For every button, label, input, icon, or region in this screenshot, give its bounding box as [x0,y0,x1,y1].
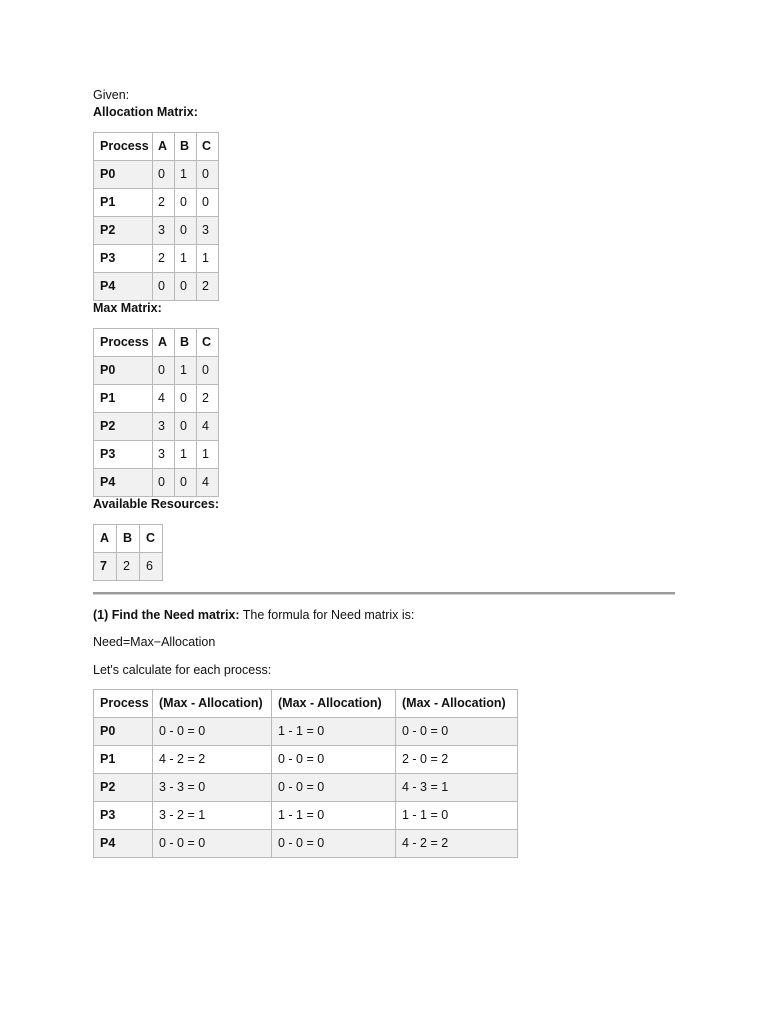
need-section-title [93,608,414,622]
table-row [94,413,219,441]
cell-c: 0 - 0 = 0 [396,718,518,746]
cell-a: 0 - 0 = 0 [153,830,272,858]
row-process: P2 [94,413,153,441]
cell-a: 0 [153,469,175,497]
header-max-minus-allocation: (Max - Allocation) [153,690,272,718]
cell-b: 1 [175,161,197,189]
table-header-row [94,329,219,357]
cell-c: 4 [197,469,219,497]
header-process: Process [94,329,153,357]
cell-c: 1 - 1 = 0 [396,802,518,830]
allocation-matrix-table [93,132,219,301]
given-label: Given: [93,88,130,102]
cell-b: 0 [175,189,197,217]
row-process: P0 [94,161,153,189]
cell-b: 1 - 1 = 0 [272,718,396,746]
table-header-row [94,525,163,553]
need-title-rest: The formula for Need matrix is: [239,608,415,622]
cell-a: 4 - 2 = 2 [153,746,272,774]
cell-c: 0 [197,189,219,217]
table-header-row [94,133,219,161]
section-divider [93,592,675,595]
header-process: Process [94,133,153,161]
header-max-minus-allocation: (Max - Allocation) [396,690,518,718]
table-row [94,746,518,774]
available-resources-table [93,524,163,581]
available-resources-heading: Available Resources: [93,497,219,511]
header-c: C [140,525,163,553]
cell-a: 0 [153,357,175,385]
cell-b: 1 [175,357,197,385]
cell-b: 2 [117,553,140,581]
need-matrix-table [93,689,518,858]
header-max-minus-allocation: (Max - Allocation) [272,690,396,718]
cell-c: 4 [197,413,219,441]
cell-a: 2 [153,245,175,273]
table-row [94,469,219,497]
row-process: P1 [94,746,153,774]
table-row [94,189,219,217]
cell-a: 3 [153,413,175,441]
cell-b: 0 - 0 = 0 [272,830,396,858]
cell-c: 3 [197,217,219,245]
header-process: Process [94,690,153,718]
header-b: B [175,133,197,161]
table-row [94,161,219,189]
cell-c: 2 [197,273,219,301]
cell-c: 2 [197,385,219,413]
cell-b: 0 [175,217,197,245]
row-process: P4 [94,469,153,497]
cell-c: 4 - 3 = 1 [396,774,518,802]
cell-b: 0 - 0 = 0 [272,746,396,774]
cell-b: 1 [175,245,197,273]
cell-a: 3 - 2 = 1 [153,802,272,830]
table-row [94,718,518,746]
row-process: P3 [94,441,153,469]
table-row [94,217,219,245]
row-process: P4 [94,273,153,301]
cell-b: 0 [175,273,197,301]
header-b: B [117,525,140,553]
cell-c: 1 [197,441,219,469]
cell-c: 4 - 2 = 2 [396,830,518,858]
header-c: C [197,329,219,357]
row-process: P4 [94,830,153,858]
max-matrix-table [93,328,219,497]
allocation-matrix-heading: Allocation Matrix: [93,105,198,119]
cell-c: 1 [197,245,219,273]
cell-c: 0 [197,357,219,385]
need-formula: Need=Max−Allocation [93,635,216,649]
header-a: A [94,525,117,553]
row-process: P1 [94,385,153,413]
cell-b: 0 [175,385,197,413]
table-row [94,553,163,581]
cell-a: 0 - 0 = 0 [153,718,272,746]
header-c: C [197,133,219,161]
need-title-bold: (1) Find the Need matrix: [93,608,240,622]
header-a: A [153,133,175,161]
cell-b: 0 [175,413,197,441]
header-a: A [153,329,175,357]
max-matrix-heading: Max Matrix: [93,301,162,315]
row-process: P0 [94,357,153,385]
cell-b: 0 [175,469,197,497]
table-header-row [94,690,518,718]
table-row [94,385,219,413]
row-process: P1 [94,189,153,217]
table-row [94,245,219,273]
table-row [94,441,219,469]
header-b: B [175,329,197,357]
table-row [94,357,219,385]
cell-a: 3 - 3 = 0 [153,774,272,802]
need-intro: Let's calculate for each process: [93,663,272,677]
cell-b: 1 - 1 = 0 [272,802,396,830]
row-process: P0 [94,718,153,746]
cell-a: 0 [153,273,175,301]
row-process: P3 [94,245,153,273]
cell-a: 3 [153,441,175,469]
row-process: P2 [94,774,153,802]
row-process: P2 [94,217,153,245]
row-process: P3 [94,802,153,830]
table-row [94,830,518,858]
cell-a: 2 [153,189,175,217]
cell-a: 7 [94,553,117,581]
table-row [94,774,518,802]
table-row [94,802,518,830]
cell-a: 0 [153,161,175,189]
cell-b: 0 - 0 = 0 [272,774,396,802]
cell-a: 4 [153,385,175,413]
cell-c: 0 [197,161,219,189]
table-row [94,273,219,301]
cell-a: 3 [153,217,175,245]
cell-b: 1 [175,441,197,469]
cell-c: 6 [140,553,163,581]
cell-c: 2 - 0 = 2 [396,746,518,774]
